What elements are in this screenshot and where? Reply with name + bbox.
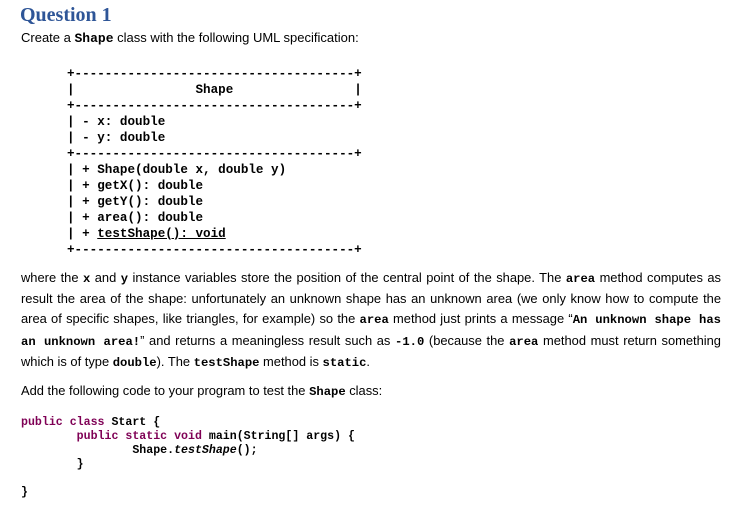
uml-class-name: Shape (195, 83, 234, 97)
code-keyword: public class (21, 416, 105, 429)
uml-diagram (67, 66, 401, 257)
text-run: method computes as result the area of the shape: unfortunately an unknown shape has an unknown area (we only know how to compute the area of specific shapes, like triangles, for example) so the (21, 270, 721, 327)
uml-border-mid: +-------------------------------------+ (67, 147, 362, 161)
inline-code: y (120, 272, 129, 286)
question-title: Question 1 (20, 4, 112, 26)
text-run: ). The (156, 353, 194, 369)
text-run: method is (259, 353, 323, 369)
text-run: Add the following code to your program to test the (21, 383, 310, 398)
inline-code: -1.0 (395, 334, 425, 349)
text-run: method just prints a message “ (388, 311, 573, 327)
uml-field: | - x: double (67, 115, 166, 129)
code-indent (21, 430, 77, 443)
text-run: (because the (424, 332, 510, 348)
uml-field: | - y: double (67, 131, 166, 145)
uml-method: | + area(): double (67, 211, 204, 225)
intro-text (21, 30, 359, 46)
code-line: } (21, 458, 84, 471)
inline-code: Shape (74, 31, 114, 46)
text-run: class: (345, 383, 383, 398)
inline-code: An unknown shape has an unknown area! (21, 313, 721, 349)
inline-code: static (322, 355, 367, 370)
description-paragraph (21, 268, 721, 373)
code-line (21, 444, 355, 458)
inline-code: x (82, 272, 91, 286)
inline-code: area (565, 272, 596, 286)
code-static-call: testShape (174, 444, 237, 457)
uml-method: | + getY(): double (67, 195, 204, 209)
inline-code: Shape (309, 385, 346, 399)
uml-method: | + getX(): double (67, 179, 204, 193)
text-run: and (90, 270, 121, 285)
text-run: where the (21, 270, 83, 285)
text-run: instance variables store the position of the central point of the shape. The (128, 270, 566, 285)
inline-code: area (509, 334, 539, 349)
uml-border-mid: +-------------------------------------+ (67, 99, 362, 113)
code-text: (); (236, 444, 258, 457)
uml-method-prefix: | + (67, 227, 98, 241)
code-line (21, 416, 355, 430)
code-indent (21, 444, 132, 457)
code-text: main(String[] args) { (201, 430, 355, 443)
code-line (21, 430, 355, 444)
code-line: } (21, 486, 28, 499)
uml-border-top: +-------------------------------------+ (67, 67, 362, 81)
code-keyword: public static void (76, 430, 202, 443)
inline-code: area (359, 313, 389, 328)
intro-text-part: class with the following UML specification: (113, 30, 359, 45)
uml-static-method: testShape(): void (97, 227, 226, 241)
intro-text-part: Create a (21, 30, 75, 45)
uml-side: | (67, 83, 75, 97)
text-run: ” and returns a meaningless result such as (140, 332, 395, 348)
uml-class-row (67, 82, 401, 98)
code-text: Start { (104, 416, 161, 429)
uml-border-bottom: +-------------------------------------+ (67, 243, 362, 257)
instruction-text (21, 383, 382, 399)
inline-code: testShape (193, 355, 260, 370)
inline-code: double (112, 355, 157, 370)
code-block (21, 416, 355, 500)
text-run: . (366, 353, 371, 369)
uml-side: | (354, 83, 362, 97)
text-run: method must return something which is of type (21, 332, 721, 369)
code-text: Shape. (132, 444, 175, 457)
uml-method: | + Shape(double x, double y) (67, 163, 287, 177)
uml-method-static (67, 226, 401, 242)
